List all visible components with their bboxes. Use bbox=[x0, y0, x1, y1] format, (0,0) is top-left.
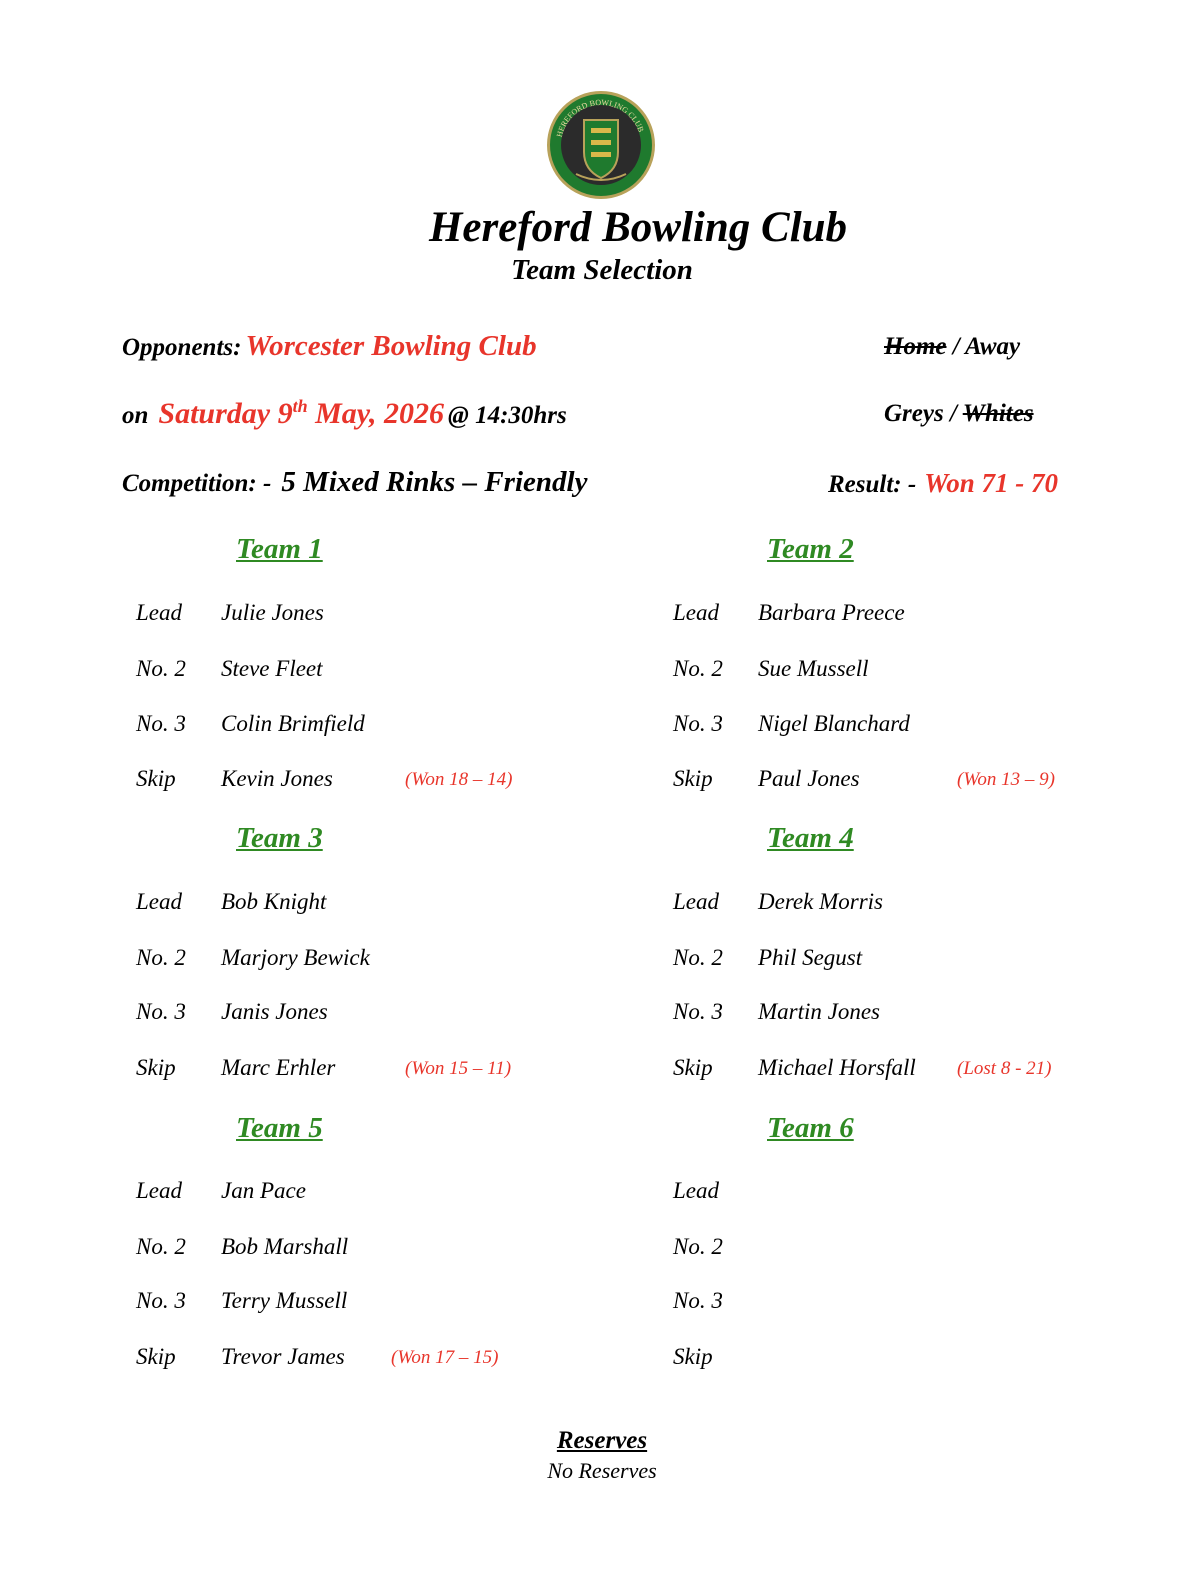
team-3-lead-label: Lead bbox=[136, 889, 182, 914]
team-2-no3: Nigel Blanchard bbox=[758, 711, 910, 736]
team-5-no2-label: No. 2 bbox=[136, 1234, 186, 1259]
team-1-title: Team 1 bbox=[236, 533, 323, 565]
team-6-lead-label: Lead bbox=[673, 1178, 719, 1203]
on-label: on bbox=[122, 402, 149, 429]
team-5-lead-label: Lead bbox=[136, 1178, 182, 1203]
away-option: / Away bbox=[952, 333, 1021, 360]
team-3-lead: Bob Knight bbox=[221, 889, 327, 914]
team-3-result: (Won 15 – 11) bbox=[405, 1058, 512, 1079]
team-4-lead-label: Lead bbox=[673, 889, 719, 914]
team-1-lead: Julie Jones bbox=[221, 600, 324, 625]
team-5-result: (Won 17 – 15) bbox=[391, 1347, 499, 1368]
team-5-lead: Jan Pace bbox=[221, 1178, 306, 1203]
venue-line bbox=[884, 333, 1020, 361]
team-2-no3-label: No. 3 bbox=[673, 711, 723, 736]
match-date: Saturday 9th May, 2026 bbox=[158, 396, 445, 430]
team-1-skip: Kevin Jones bbox=[221, 766, 333, 791]
team-6-no2-label: No. 2 bbox=[673, 1234, 723, 1259]
team-6-no3-label: No. 3 bbox=[673, 1288, 723, 1313]
team-2-skip: Paul Jones bbox=[758, 766, 860, 791]
logo-text: HEREFORD BOWLING CLUB bbox=[554, 97, 646, 139]
team-4-skip: Michael Horsfall bbox=[758, 1055, 916, 1080]
team-6-title: Team 6 bbox=[767, 1112, 854, 1144]
team-3-no2-label: No. 2 bbox=[136, 945, 186, 970]
page-subtitle: Team Selection bbox=[511, 254, 693, 286]
team-1-skip-label: Skip bbox=[136, 766, 176, 791]
team-1-no3: Colin Brimfield bbox=[221, 711, 365, 736]
team-5-no2: Bob Marshall bbox=[221, 1234, 349, 1259]
team-1-no3-label: No. 3 bbox=[136, 711, 186, 736]
team-5-skip-label: Skip bbox=[136, 1344, 176, 1369]
result-line bbox=[828, 468, 1058, 499]
team-4-lead: Derek Morris bbox=[758, 889, 883, 914]
team-1-result: (Won 18 – 14) bbox=[405, 769, 513, 790]
team-3-skip: Marc Erhler bbox=[221, 1055, 336, 1080]
team-2-result: (Won 13 – 9) bbox=[957, 769, 1055, 790]
team-3-no3: Janis Jones bbox=[221, 999, 328, 1024]
club-logo bbox=[546, 90, 656, 200]
team-4-no2-label: No. 2 bbox=[673, 945, 723, 970]
greys-option: Greys / bbox=[884, 400, 957, 427]
dress-line bbox=[884, 400, 1034, 428]
team-2-no2-label: No. 2 bbox=[673, 656, 723, 681]
team-4-no2: Phil Segust bbox=[758, 945, 863, 970]
team-2-lead: Barbara Preece bbox=[758, 600, 905, 625]
team-4-skip-label: Skip bbox=[673, 1055, 713, 1080]
team-1-no2: Steve Fleet bbox=[221, 656, 323, 681]
team-2-title: Team 2 bbox=[767, 533, 854, 565]
match-time: @ 14:30hrs bbox=[448, 402, 567, 429]
team-2-no2: Sue Mussell bbox=[758, 656, 869, 681]
team-4-no3-label: No. 3 bbox=[673, 999, 723, 1024]
team-3-title: Team 3 bbox=[236, 822, 323, 854]
team-6-skip-label: Skip bbox=[673, 1344, 713, 1369]
team-5-no3-label: No. 3 bbox=[136, 1288, 186, 1313]
page-title: Hereford Bowling Club bbox=[428, 204, 848, 251]
team-1-no2-label: No. 2 bbox=[136, 656, 186, 681]
reserves-title: Reserves bbox=[556, 1427, 648, 1454]
team-2-skip-label: Skip bbox=[673, 766, 713, 791]
team-4-result: (Lost 8 - 21) bbox=[957, 1058, 1052, 1079]
date-line bbox=[122, 396, 567, 431]
competition-label: Competition: - bbox=[122, 470, 272, 497]
team-1-lead-label: Lead bbox=[136, 600, 182, 625]
team-3-skip-label: Skip bbox=[136, 1055, 176, 1080]
opponents-label: Opponents: bbox=[122, 334, 242, 361]
team-4-no3: Martin Jones bbox=[758, 999, 881, 1024]
opponents-name: Worcester Bowling Club bbox=[245, 330, 537, 362]
competition-value: 5 Mixed Rinks – Friendly bbox=[281, 466, 588, 498]
competition-line bbox=[122, 466, 587, 499]
result-label: Result: - bbox=[828, 471, 917, 498]
team-3-no2: Marjory Bewick bbox=[221, 945, 370, 970]
team-2-lead-label: Lead bbox=[673, 600, 719, 625]
team-5-no3: Terry Mussell bbox=[221, 1288, 348, 1313]
team-4-title: Team 4 bbox=[767, 822, 854, 854]
overall-result: Won 71 - 70 bbox=[924, 468, 1058, 498]
home-option: Home bbox=[884, 333, 947, 360]
team-5-title: Team 5 bbox=[236, 1112, 323, 1144]
reserves-text: No Reserves bbox=[547, 1458, 657, 1483]
team-3-no3-label: No. 3 bbox=[136, 999, 186, 1024]
opponents-line bbox=[122, 330, 537, 363]
whites-option: Whites bbox=[962, 400, 1034, 427]
team-5-skip: Trevor James bbox=[221, 1344, 345, 1369]
